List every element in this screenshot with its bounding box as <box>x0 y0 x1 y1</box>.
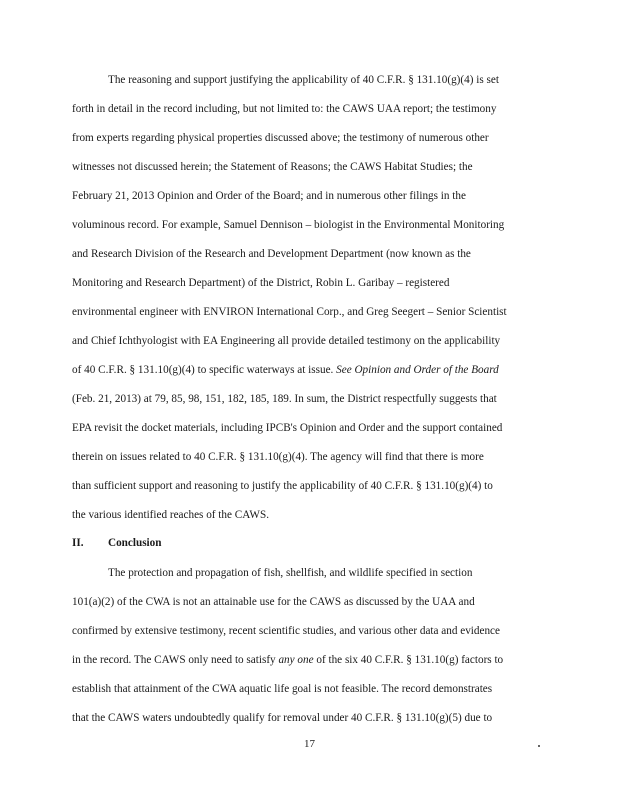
para2-line-4-b: of the six 40 C.F.R. § 131.10(g) factors to <box>313 654 504 666</box>
para1-line-5: February 21, 2013 Opinion and Order of the Board; and in numerous other filings in the <box>72 190 466 202</box>
para1-line-4: witnesses not discussed herein; the Statement of Reasons; the CAWS Habitat Studies; the <box>72 161 473 173</box>
para1-line-11-text: of 40 C.F.R. § 131.10(g)(4) to specific waterways at issue. <box>72 364 337 376</box>
para2-line-5: establish that attainment of the CWA aquatic life goal is not feasible. The record demonstrates <box>72 683 493 695</box>
para1-line-2: forth in detail in the record including, but not limited to: the CAWS UAA report; the testimony <box>72 103 497 115</box>
para1-line-1: The reasoning and support justifying the applicability of 40 C.F.R. § 131.10(g)(4) is set <box>108 74 499 86</box>
para1-line-13: EPA revisit the docket materials, including IPCB's Opinion and Order and the support contained <box>72 422 503 434</box>
para1-line-7: and Research Division of the Research and Development Department (now known as the <box>72 248 471 260</box>
citation-italic: See Opinion and Order of the Board <box>336 364 499 376</box>
para1-line-8: Monitoring and Research Department) of the District, Robin L. Garibay – registered <box>72 277 450 289</box>
para2-italic-any-one: any one <box>278 654 314 666</box>
para1-line-14: therein on issues related to 40 C.F.R. § 131.10(g)(4). The agency will find that there is more <box>72 451 484 463</box>
scan-artifact-dot <box>538 745 540 747</box>
para1-line-11 <box>72 363 499 377</box>
page-number: 17 <box>304 738 315 750</box>
para2-line-4-a: in the record. The CAWS only need to satisfy <box>72 654 279 666</box>
para1-line-6: voluminous record. For example, Samuel Dennison – biologist in the Environmental Monitoring <box>72 219 505 231</box>
para2-line-3: confirmed by extensive testimony, recent scientific studies, and various other data and evidence <box>72 625 500 637</box>
para1-line-16: the various identified reaches of the CAWS. <box>72 509 269 521</box>
para1-line-15: than sufficient support and reasoning to justify the applicability of 40 C.F.R. § 131.10(g)(4) to <box>72 480 493 492</box>
para1-line-9: environmental engineer with ENVIRON International Corp., and Greg Seegert – Senior Scientist <box>72 306 507 318</box>
section-title: Conclusion <box>108 537 162 549</box>
para2-line-4 <box>72 653 503 667</box>
section-number: II. <box>72 537 84 549</box>
para1-line-12: (Feb. 21, 2013) at 79, 85, 98, 151, 182, 185, 189. In sum, the District respectfully suggests that <box>72 393 497 405</box>
para2-line-2: 101(a)(2) of the CWA is not an attainable use for the CAWS as discussed by the UAA and <box>72 596 475 608</box>
para1-line-3: from experts regarding physical properties discussed above; the testimony of numerous other <box>72 132 489 144</box>
para2-line-6: that the CAWS waters undoubtedly qualify for removal under 40 C.F.R. § 131.10(g)(5) due to <box>72 712 493 724</box>
para1-line-10: and Chief Ichthyologist with EA Engineering all provide detailed testimony on the applicability <box>72 335 501 347</box>
para2-line-1: The protection and propagation of fish, shellfish, and wildlife specified in section <box>108 567 473 579</box>
